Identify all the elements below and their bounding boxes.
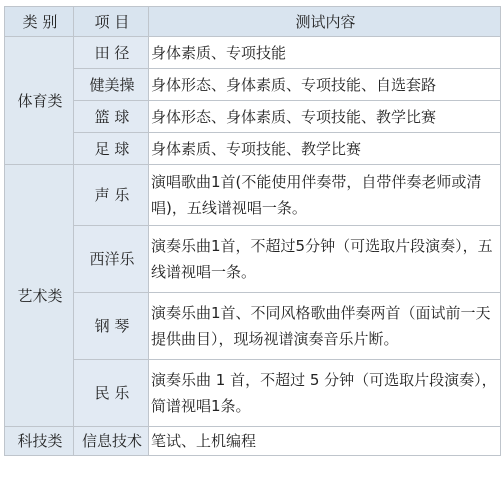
category-sports: 体育类	[5, 37, 74, 165]
item-cell: 西洋乐	[74, 226, 149, 293]
header-content: 测试内容	[149, 7, 501, 37]
table-row	[5, 165, 501, 226]
table-row	[5, 360, 501, 427]
content-cell: 身体素质、专项技能	[149, 37, 501, 69]
item-cell: 声 乐	[74, 165, 149, 226]
table-row	[5, 133, 501, 165]
table-row	[5, 226, 501, 293]
content-cell: 身体形态、身体素质、专项技能、自选套路	[149, 69, 501, 101]
content-cell: 演奏乐曲 1 首，不超过 5 分钟（可选取片段演奏），简谱视唱1条。	[149, 360, 501, 427]
content-cell: 身体形态、身体素质、专项技能、教学比赛	[149, 101, 501, 133]
item-cell: 民 乐	[74, 360, 149, 427]
table-row	[5, 101, 501, 133]
table-row	[5, 37, 501, 69]
item-cell: 健美操	[74, 69, 149, 101]
item-cell: 钢 琴	[74, 293, 149, 360]
content-cell: 演奏乐曲1首，不超过5分钟（可选取片段演奏），五线谱视唱一条。	[149, 226, 501, 293]
table-row	[5, 293, 501, 360]
test-content-table	[4, 6, 501, 456]
table-row	[5, 69, 501, 101]
header-item: 项 目	[74, 7, 149, 37]
header-row	[5, 7, 501, 37]
content-cell: 演奏乐曲1首、不同风格歌曲伴奏两首（面试前一天提供曲目），现场视谱演奏音乐片断。	[149, 293, 501, 360]
content-cell: 身体素质、专项技能、教学比赛	[149, 133, 501, 165]
category-tech: 科技类	[5, 427, 74, 456]
item-cell: 信息技术	[74, 427, 149, 456]
item-cell: 足 球	[74, 133, 149, 165]
item-cell: 篮 球	[74, 101, 149, 133]
content-cell: 演唱歌曲1首(不能使用伴奏带，自带伴奏老师或清唱)，五线谱视唱一条。	[149, 165, 501, 226]
header-category: 类 别	[5, 7, 74, 37]
table-row	[5, 427, 501, 456]
category-arts: 艺术类	[5, 165, 74, 427]
item-cell: 田 径	[74, 37, 149, 69]
content-cell: 笔试、上机编程	[149, 427, 501, 456]
